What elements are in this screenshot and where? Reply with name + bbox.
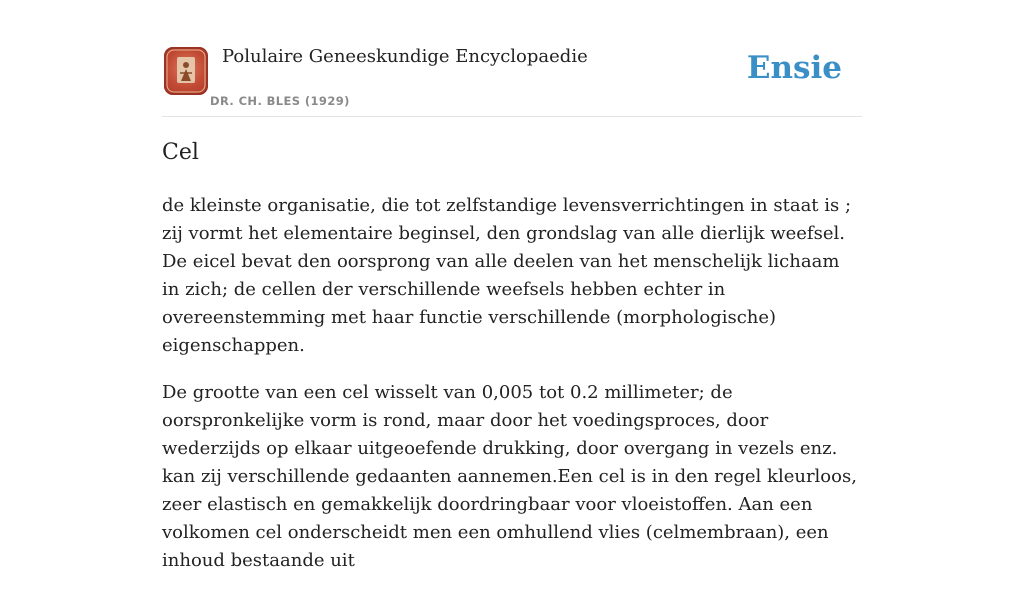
book-cover-icon[interactable] [164, 47, 208, 95]
book-cover-emblem-icon [164, 47, 208, 95]
page-header [162, 40, 862, 117]
brand-logo-link[interactable]: Ensie [746, 50, 842, 86]
paragraph-2: De grootte van een cel wisselt van 0,005 tot 0.2 millimeter; de oorspronkelijke vorm is rond, maar door het voedingsproces, door wederzijds op elkaar uitgeoefende drukking, door overgang in vezels enz. kan zij verschillende gedaanten aannemen.Een cel is in den regel kleurloos, zeer elastisch en gemakkelijk doordringbaar voor vloeistoffen. Aan een volkomen cel onderscheidt men een omhullend vlies (celmembraan), een inhoud bestaande uit [162, 382, 857, 571]
entry-title: Cel [162, 140, 199, 165]
entry-content [162, 192, 862, 594]
paragraph-1: de kleinste organisatie, die tot zelfstandige levensverrichtingen in staat is ; zij vormt het elementaire beginsel, den grondslag van alle dierlijk weefsel. De eicel bevat den oorsprong van alle deelen van het menschelijk lichaam in zich; de cellen der verschillende weefsels hebben echter in overeenstemming met haar functie verschillende (morphologische) eigenschappen. [162, 195, 852, 356]
book-title[interactable]: Polulaire Geneeskundige Encyclopaedie [222, 46, 588, 67]
book-author: DR. CH. BLES (1929) [210, 94, 350, 108]
